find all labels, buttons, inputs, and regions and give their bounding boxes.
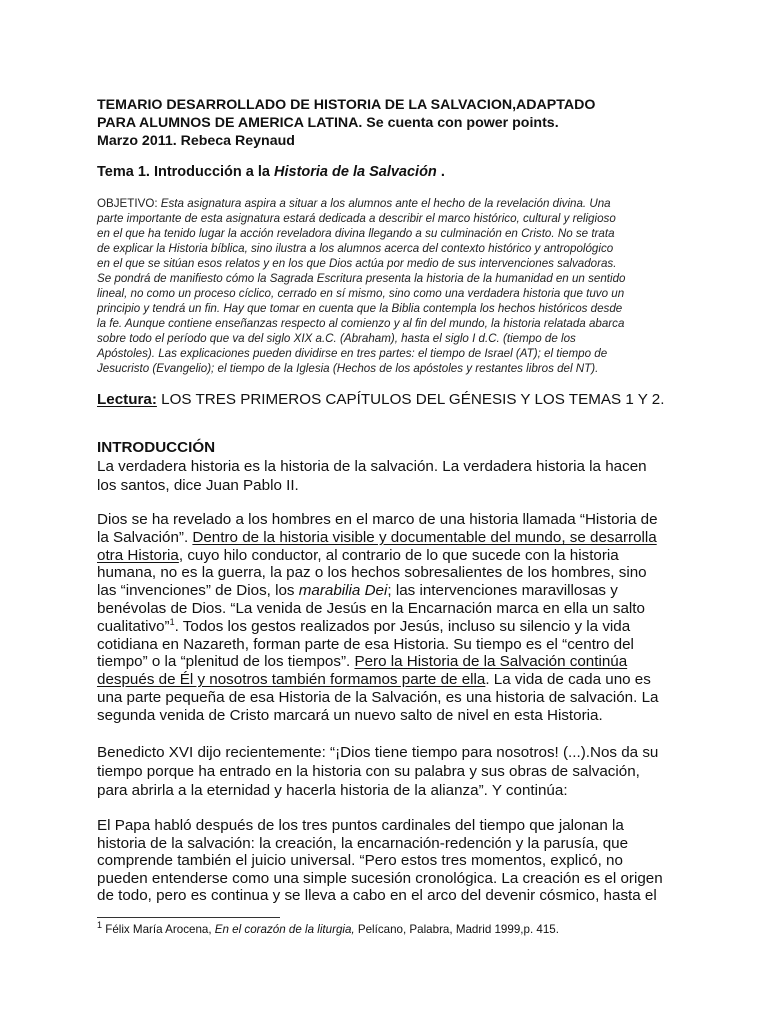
text-line xyxy=(97,96,697,114)
text-line xyxy=(97,870,697,888)
text-segment: las “invenciones” de Dios, los xyxy=(97,582,299,600)
objective-paragraph xyxy=(97,196,697,376)
text-line xyxy=(97,922,697,937)
text-segment: humana, no es la guerra, la paz o los hechos sobresalientes de los hombres, sino xyxy=(97,564,647,582)
document-title xyxy=(97,96,697,150)
text-segment: En el corazón de la liturgia, xyxy=(214,923,355,936)
text-line xyxy=(97,689,697,707)
text-segment: PARA ALUMNOS DE AMERICA LATINA. Se cuenta con power points. xyxy=(97,115,559,131)
text-segment: historia de la salvación: la creación, la encarnación-redención y la parusía, que xyxy=(97,834,629,852)
text-segment: comprende también el juicio universal. “Pero estos tres momentos, explicó, no xyxy=(97,852,623,869)
text-segment: Dentro de la historia visible y documentable del mundo, se desarrolla xyxy=(192,528,657,546)
text-segment: una parte pequeña de esa Historia de la Salvación, es una historia de salvación. La xyxy=(97,688,659,706)
text-segment: de todo, pero es continua y se lleva a cabo en el arco del devenir cósmico, hasta el xyxy=(97,887,657,904)
text-segment: ; las intervenciones maravillosas y xyxy=(387,582,618,600)
text-line xyxy=(97,241,697,256)
text-segment: marabilia Dei xyxy=(298,582,388,600)
text-line xyxy=(97,835,697,853)
introduction-heading xyxy=(97,438,697,457)
text-segment: Se pondrá de manifiesto cómo la Sagrada Escritura presenta la historia de la humanidad en un sentido xyxy=(97,272,626,285)
text-segment: la fe. Aunque contiene enseñanzas respecto al comienzo y al fin del mundo, la historia relatada abarca xyxy=(97,317,625,330)
text-line xyxy=(97,196,697,211)
text-segment: OBJETIVO: xyxy=(97,197,161,210)
footnote-marker: 1 xyxy=(169,616,175,627)
text-line xyxy=(97,582,697,600)
text-segment: Marzo 2011. Rebeca Reynaud xyxy=(97,133,295,149)
text-line xyxy=(97,361,697,376)
text-line xyxy=(97,163,697,181)
text-segment: Pero la Historia de la Salvación continúa xyxy=(354,653,628,671)
text-segment: para abrirla a la eternidad y hacerla historia de la alianza”. Y continúa: xyxy=(97,782,568,799)
text-segment: en el que se sitúan esos relatos y en los que Dios actúa por medio de sus intervenciones salvadoras. xyxy=(97,257,617,270)
text-line xyxy=(97,852,697,870)
text-segment: Pelícano, Palabra, Madrid 1999,p. 415. xyxy=(354,923,559,936)
text-line xyxy=(97,600,697,618)
text-line xyxy=(97,271,697,286)
text-segment: de explicar la Historia bíblica, sino ilustra a los alumnos acerca del contexto histórico y antropológico xyxy=(97,242,614,255)
text-line xyxy=(97,547,697,565)
text-segment: después de Él y nosotros también formamos parte de ella xyxy=(97,671,486,689)
text-segment: benévolas de Dios. “La venida de Jesús en la Encarnación marca en ella un salto xyxy=(97,599,645,617)
text-line xyxy=(97,707,697,725)
text-segment: Lectura: xyxy=(97,391,157,408)
text-segment: . xyxy=(436,164,445,180)
text-line xyxy=(97,817,697,835)
text-segment: La verdadera historia es la historia de la salvación. La verdadera historia la hacen xyxy=(97,458,647,475)
text-line xyxy=(97,226,697,241)
text-line xyxy=(97,256,697,271)
text-line xyxy=(97,887,697,905)
text-segment: Dios se ha revelado a los hombres en el marco de una historia llamada “Historia de xyxy=(97,511,658,528)
text-segment: cualitativo” xyxy=(97,617,170,635)
text-line xyxy=(97,114,697,132)
text-segment: principio y tendrá un fin. Hay que tomar en cuenta que la Biblia contempla los hechos históricos desde xyxy=(97,302,623,315)
text-segment: , cuyo hilo conductor, al contrario de lo que sucede con la historia xyxy=(178,546,619,564)
text-line xyxy=(97,331,697,346)
text-segment: parte importante de esta asignatura estará dedicada a describir el marco histórico, cultural y religioso xyxy=(97,212,616,225)
reading-line xyxy=(97,390,697,409)
text-segment: la Salvación”. xyxy=(97,528,193,546)
text-segment: Apóstoles). Las explicaciones pueden dividirse en tres partes: el tiempo de Israel (AT); el tiempo de xyxy=(97,347,608,360)
text-segment: otra Historia xyxy=(97,546,179,564)
text-segment: Félix María Arocena, xyxy=(102,923,215,936)
intro-paragraph-3 xyxy=(97,743,697,800)
text-line xyxy=(97,457,697,476)
text-segment: segunda venida de Cristo marcará un nuevo salto de nivel en esta Historia. xyxy=(97,706,603,724)
text-segment: . La vida de cada uno es xyxy=(485,671,651,689)
text-line xyxy=(97,438,697,457)
footnote-divider xyxy=(97,917,280,918)
text-segment: tiempo porque ha entrado en la historia con su palabra y sus obras de salvación, xyxy=(97,763,640,780)
text-segment: Jesucristo (Evangelio); el tiempo de la Iglesia (Hechos de los apóstoles y restantes libros del NT). xyxy=(97,362,599,375)
text-line xyxy=(97,132,697,150)
text-segment: LOS TRES PRIMEROS CAPÍTULOS DEL GÉNESIS Y LOS TEMAS 1 Y 2. xyxy=(156,391,665,408)
text-segment: . Todos los gestos realizados por Jesús, incluso su silencio y la vida xyxy=(174,617,631,635)
text-segment: Benedicto XVI dijo recientemente: “¡Dios tiene tiempo para nosotros! (...).Nos da su xyxy=(97,744,659,761)
text-line xyxy=(97,390,697,409)
topic-heading xyxy=(97,163,697,181)
text-segment: El Papa habló después de los tres puntos cardinales del tiempo que jalonan la xyxy=(97,817,624,834)
footnote xyxy=(97,922,697,937)
text-line xyxy=(97,618,697,636)
text-line xyxy=(97,636,697,654)
text-segment: Historia de la Salvación xyxy=(274,164,437,180)
text-line xyxy=(97,564,697,582)
text-segment: cotidiana en Nazareth, forman parte de esa Historia. Su tiempo es el “centro del xyxy=(97,635,634,653)
text-segment: Tema 1. Introducción a la xyxy=(97,164,274,180)
text-line xyxy=(97,286,697,301)
text-segment: Esta asignatura aspira a situar a los alumnos ante el hecho de la revelación divina. Una xyxy=(160,197,611,210)
text-line xyxy=(97,301,697,316)
text-segment: TEMARIO DESARROLLADO DE HISTORIA DE LA SALVACION,ADAPTADO xyxy=(97,97,596,113)
text-line xyxy=(97,671,697,689)
text-line xyxy=(97,653,697,671)
text-segment: lineal, no como un proceso cíclico, cerrado en sí mismo, sino como una verdadera historia que tuvo un xyxy=(97,287,625,300)
intro-paragraph-1 xyxy=(97,457,697,495)
text-segment: en el que ha tenido lugar la acción reveladora divina llegando a su culminación en Cristo. No se trata xyxy=(97,227,615,240)
text-line xyxy=(97,781,697,800)
intro-paragraph-2 xyxy=(97,511,697,725)
text-segment: INTRODUCCIÓN xyxy=(97,439,216,456)
footnote-marker: 1 xyxy=(97,920,103,931)
text-line xyxy=(97,743,697,762)
text-line xyxy=(97,211,697,226)
intro-paragraph-4 xyxy=(97,817,697,905)
text-line xyxy=(97,346,697,361)
text-segment: tiempo” o la “plenitud de los tiempos”. xyxy=(97,653,355,671)
text-line xyxy=(97,476,697,495)
text-line xyxy=(97,762,697,781)
text-line xyxy=(97,511,697,529)
text-segment: pueden entenderse como una simple sucesión cronológica. La creación es el origen xyxy=(97,869,663,887)
text-segment: los santos, dice Juan Pablo II. xyxy=(97,477,299,494)
text-line xyxy=(97,316,697,331)
text-segment: sobre todo el período que va del siglo XIX a.C. (Abraham), hasta el siglo I d.C. (tiempo de los xyxy=(97,332,576,345)
text-line xyxy=(97,529,697,547)
